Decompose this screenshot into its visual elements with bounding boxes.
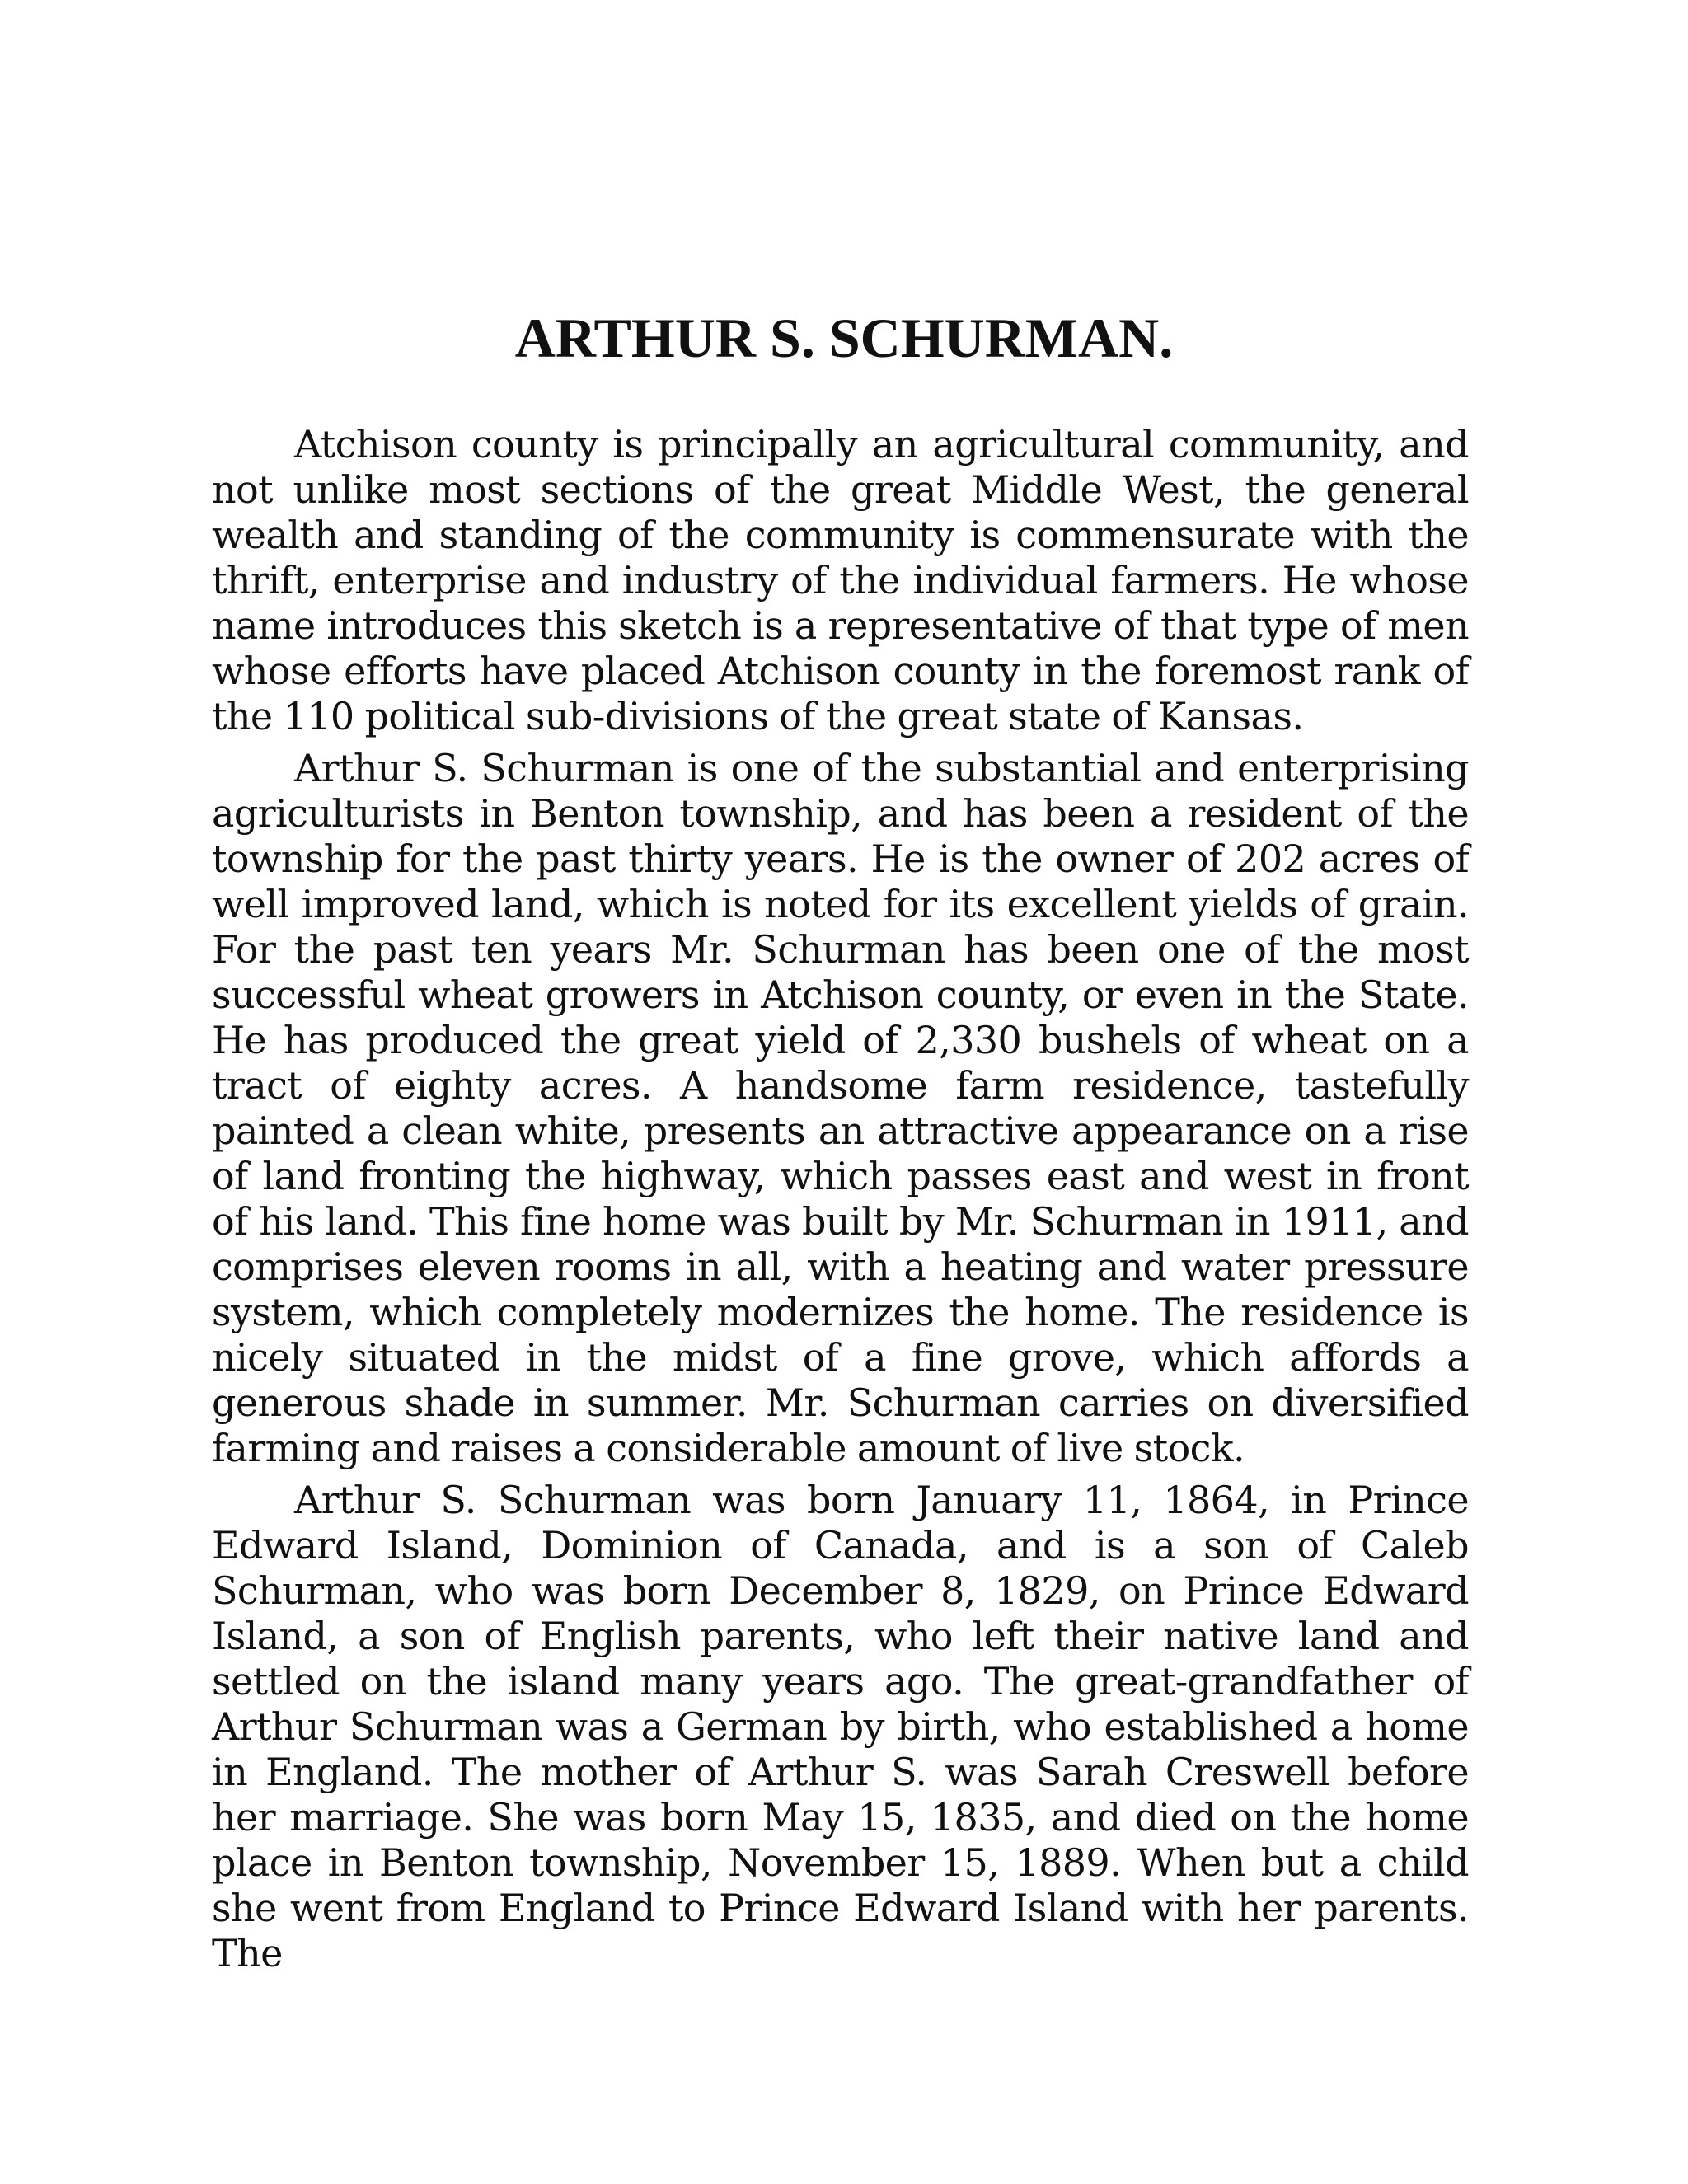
page-title: ARTHUR S. SCHURMAN.: [514, 307, 1174, 369]
paragraph-intro: Atchison county is principally an agricultural community, and not unlike most sections of the great Middle West, the general wealth and standing of the community is commensurate with the thrift, enterprise and industry of the individual farmers. He whose name introduces this sketch is a representative of that type of men whose efforts have placed Atchison county in the foremost rank of the 110 political sub-divisions of the great state of Kansas.: [212, 422, 1469, 738]
body-text: [212, 422, 1469, 1983]
paragraph-farm: Arthur S. Schurman is one of the substantial and enterprising agriculturists in Benton township, and has been a resident of the township for the past thirty years. He is the owner of 202 acres of well improved land, which is noted for its excellent yields of grain. For the past ten years Mr. Schurman has been one of the most successful wheat growers in Atchison county, or even in the State. He has produced the great yield of 2,330 bushels of wheat on a tract of eighty acres. A handsome farm residence, tastefully painted a clean white, presents an attractive appearance on a rise of land fronting the highway, which passes east and west in front of his land. This fine home was built by Mr. Schurman in 1911, and comprises eleven rooms in all, with a heating and water pressure system, which completely modernizes the home. The residence is nicely situated in the midst of a fine grove, which affords a generous shade in summer. Mr. Schurman carries on diversified farming and raises a considerable amount of live stock.: [212, 746, 1469, 1470]
paragraph-family: Arthur S. Schurman was born January 11, 1864, in Prince Edward Island, Dominion of Canada, and is a son of Caleb Schurman, who was born December 8, 1829, on Prince Edward Island, a son of English parents, who left their native land and settled on the island many years ago. The great-grandfather of Arthur Schurman was a German by birth, who established a home in England. The mother of Arthur S. was Sarah Creswell before her marriage. She was born May 15, 1835, and died on the home place in Benton township, November 15, 1889. When but a child she went from England to Prince Edward Island with her parents. The: [212, 1478, 1469, 1975]
